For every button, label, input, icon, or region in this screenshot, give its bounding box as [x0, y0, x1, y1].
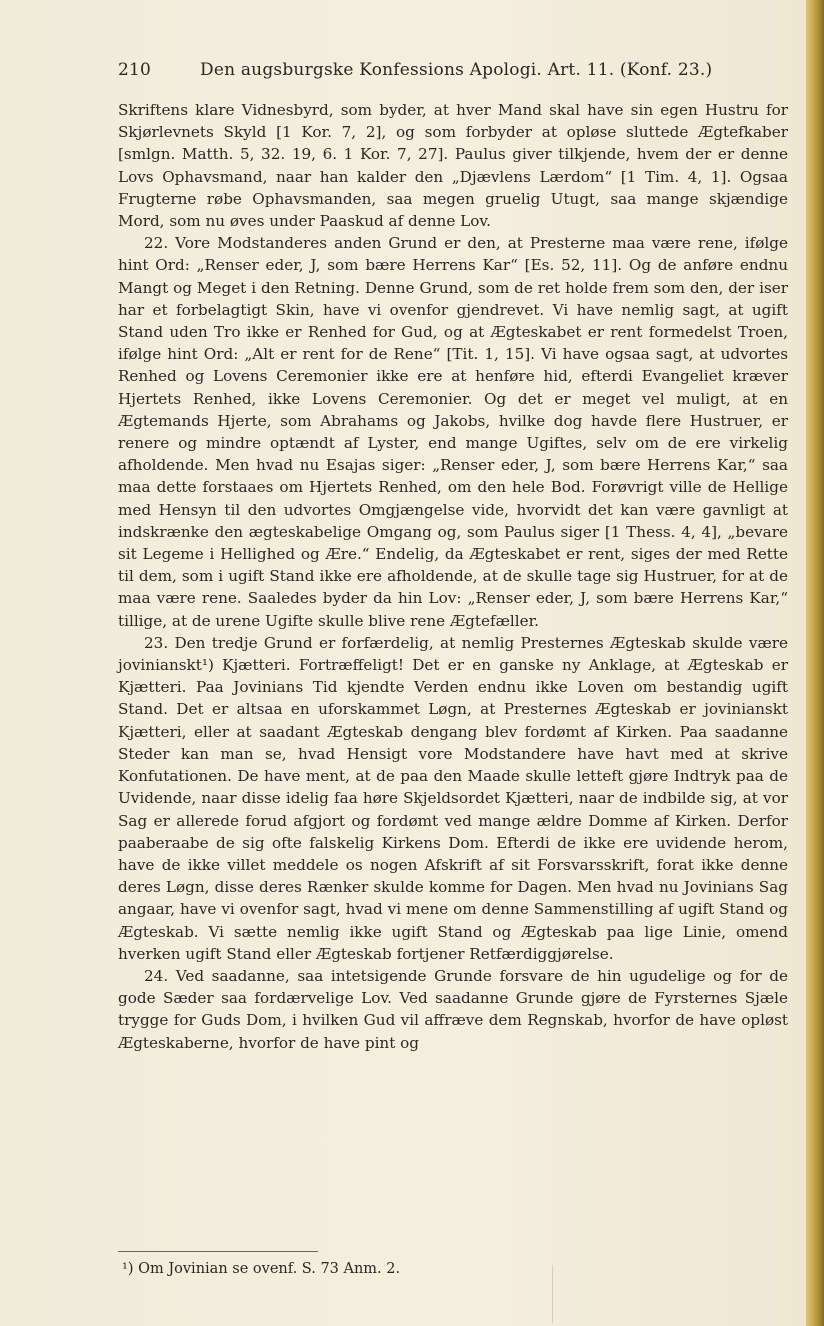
paragraph-22: 22. Vore Modstanderes anden Grund er den, at Presterne maa være rene, ifølge hint Ord: „Renser eder, J, som bære Herrens Kar“ [Es. 52, 11]. Og de anføre endnu Mangt og Meget i den Retning. Denne Grund, som de ret holde frem som den, der iser har et forbelagtigt Skin, have vi ovenfor gjendrevet. Vi have nemlig sagt, at ugift Stand uden Tro ikke er Renhed for Gud, og at Ægteskabet er rent formedelst Troen, ifølge hint Ord: „Alt er rent for de Rene“ [Tit. 1, 15]. Vi have ogsaa sagt, at udvortes Renhed og Lovens Ceremonier ikke ere at henføre hid, efterdi Evangeliet kræver Hjertets Renhed, ikke Lovens Ceremonier. Og det er meget vel muligt, at en Ægtemands Hjerte, som Abrahams og Jakobs, hvilke dog havde flere Hustruer, er renere og mindre optændt af Lyster, end mange Ugiftes, selv om de ere virkelig afholdende. Men hvad nu Esajas siger: „Renser eder, J, som bære Herrens Kar,“ saa maa dette forstaaes om Hjertets Renhed, om den hele Bod. Forøvrigt ville de Hellige med Hensyn til den udvortes Omgjængelse vide, hvorvidt det kan være gavnligt at indskrænke den ægteskabelige Omgang og, som Paulus siger [1 Thess. 4, 4], „bevare sit Legeme i Hellighed og Ære.“ Endelig, da Ægteskabet er rent, siges der med Rette til dem, som i ugift Stand ikke ere afholdende, at de skulle tage sig Hustruer, for at de maa være rene. Saaledes byder da hin Lov: „Renser eder, J, som bære Herrens Kar,“ tillige, at de urene Ugifte skulle blive rene Ægtefæller.: [118, 234, 788, 630]
running-header: [118, 60, 790, 90]
footnote: ¹) Om Jovinian se ovenf. S. 73 Anm. 2.: [122, 1261, 401, 1277]
paragraph-24: 24. Ved saadanne, saa intetsigende Grunde forsvare de hin ugudelige og for de gode Sæder saa fordærvelige Lov. Ved saadanne Grunde gjøre de Fyrsternes Sjæle trygge for Guds Dom, i hvilken Gud vil affræve dem Regnskab, hvorfor de have opløst Ægteskaberne, hvorfor de have pint og: [118, 966, 788, 1052]
running-title: Den augsburgske Konfessions Apologi. Art. 11. (Konf. 23.): [200, 60, 713, 80]
footnote-rule: [118, 1251, 318, 1252]
page-number: 210: [118, 60, 152, 80]
body-text: [118, 99, 788, 1054]
paragraph-continuation: Skriftens klare Vidnesbyrd, som byder, at hver Mand skal have sin egen Hustru for Skjørlevnets Skyld [1 Kor. 7, 2], og som forbyder at opløse sluttede Ægtefkaber [smlgn. Matth. 5, 32. 19, 6. 1 Kor. 7, 27]. Paulus giver tilkjende, hvem der er denne Lovs Ophavsmand, naar han kalder den „Djævlens Lærdom“ [1 Tim. 4, 1]. Ogsaa Frugterne røbe Ophavsmanden, saa megen gruelig Utugt, saa mange skjændige Mord, som nu øves under Paaskud af denne Lov.: [118, 101, 788, 231]
paragraph-23: 23. Den tredje Grund er forfærdelig, at nemlig Presternes Ægteskab skulde være jovinianskt¹) Kjætteri. Fortræffeligt! Det er en ganske ny Anklage, at Ægteskab er Kjætteri. Paa Jovinians Tid kjendte Verden endnu ikke Loven om bestandig ugift Stand. Det er altsaa en uforskammet Løgn, at Presternes Ægteskab er jovinianskt Kjætteri, eller at saadant Ægteskab dengang blev fordømt af Kirken. Paa saadanne Steder kan man se, hvad Hensigt vore Modstandere have havt med at skrive Konfutationen. De have ment, at de paa den Maade skulle letteft gjøre Indtryk paa de Uvidende, naar disse idelig faa høre Skjeldsordet Kjætteri, naar de indbilde sig, at vor Sag er allerede forud afgjort og fordømt ved mange ældre Domme af Kirken. Derfor paaberaabe de sig ofte falskelig Kirkens Dom. Efterdi de ikke ere uvidende herom, have de ikke villet meddele os nogen Afskrift af sit Forsvarsskrift, forat ikke denne deres Løgn, disse deres Rænker skulde komme for Dagen. Men hvad nu Jovinians Sag angaar, have vi ovenfor sagt, hvad vi mene om denne Sammenstilling af ugift Stand og Ægteskab. Vi sætte nemlig ikke ugift Stand og Ægteskab paa lige Linie, omend hverken ugift Stand eller Ægteskab fortjener Retfærdiggjørelse.: [118, 633, 788, 963]
gilded-page-edge: [806, 0, 824, 1326]
